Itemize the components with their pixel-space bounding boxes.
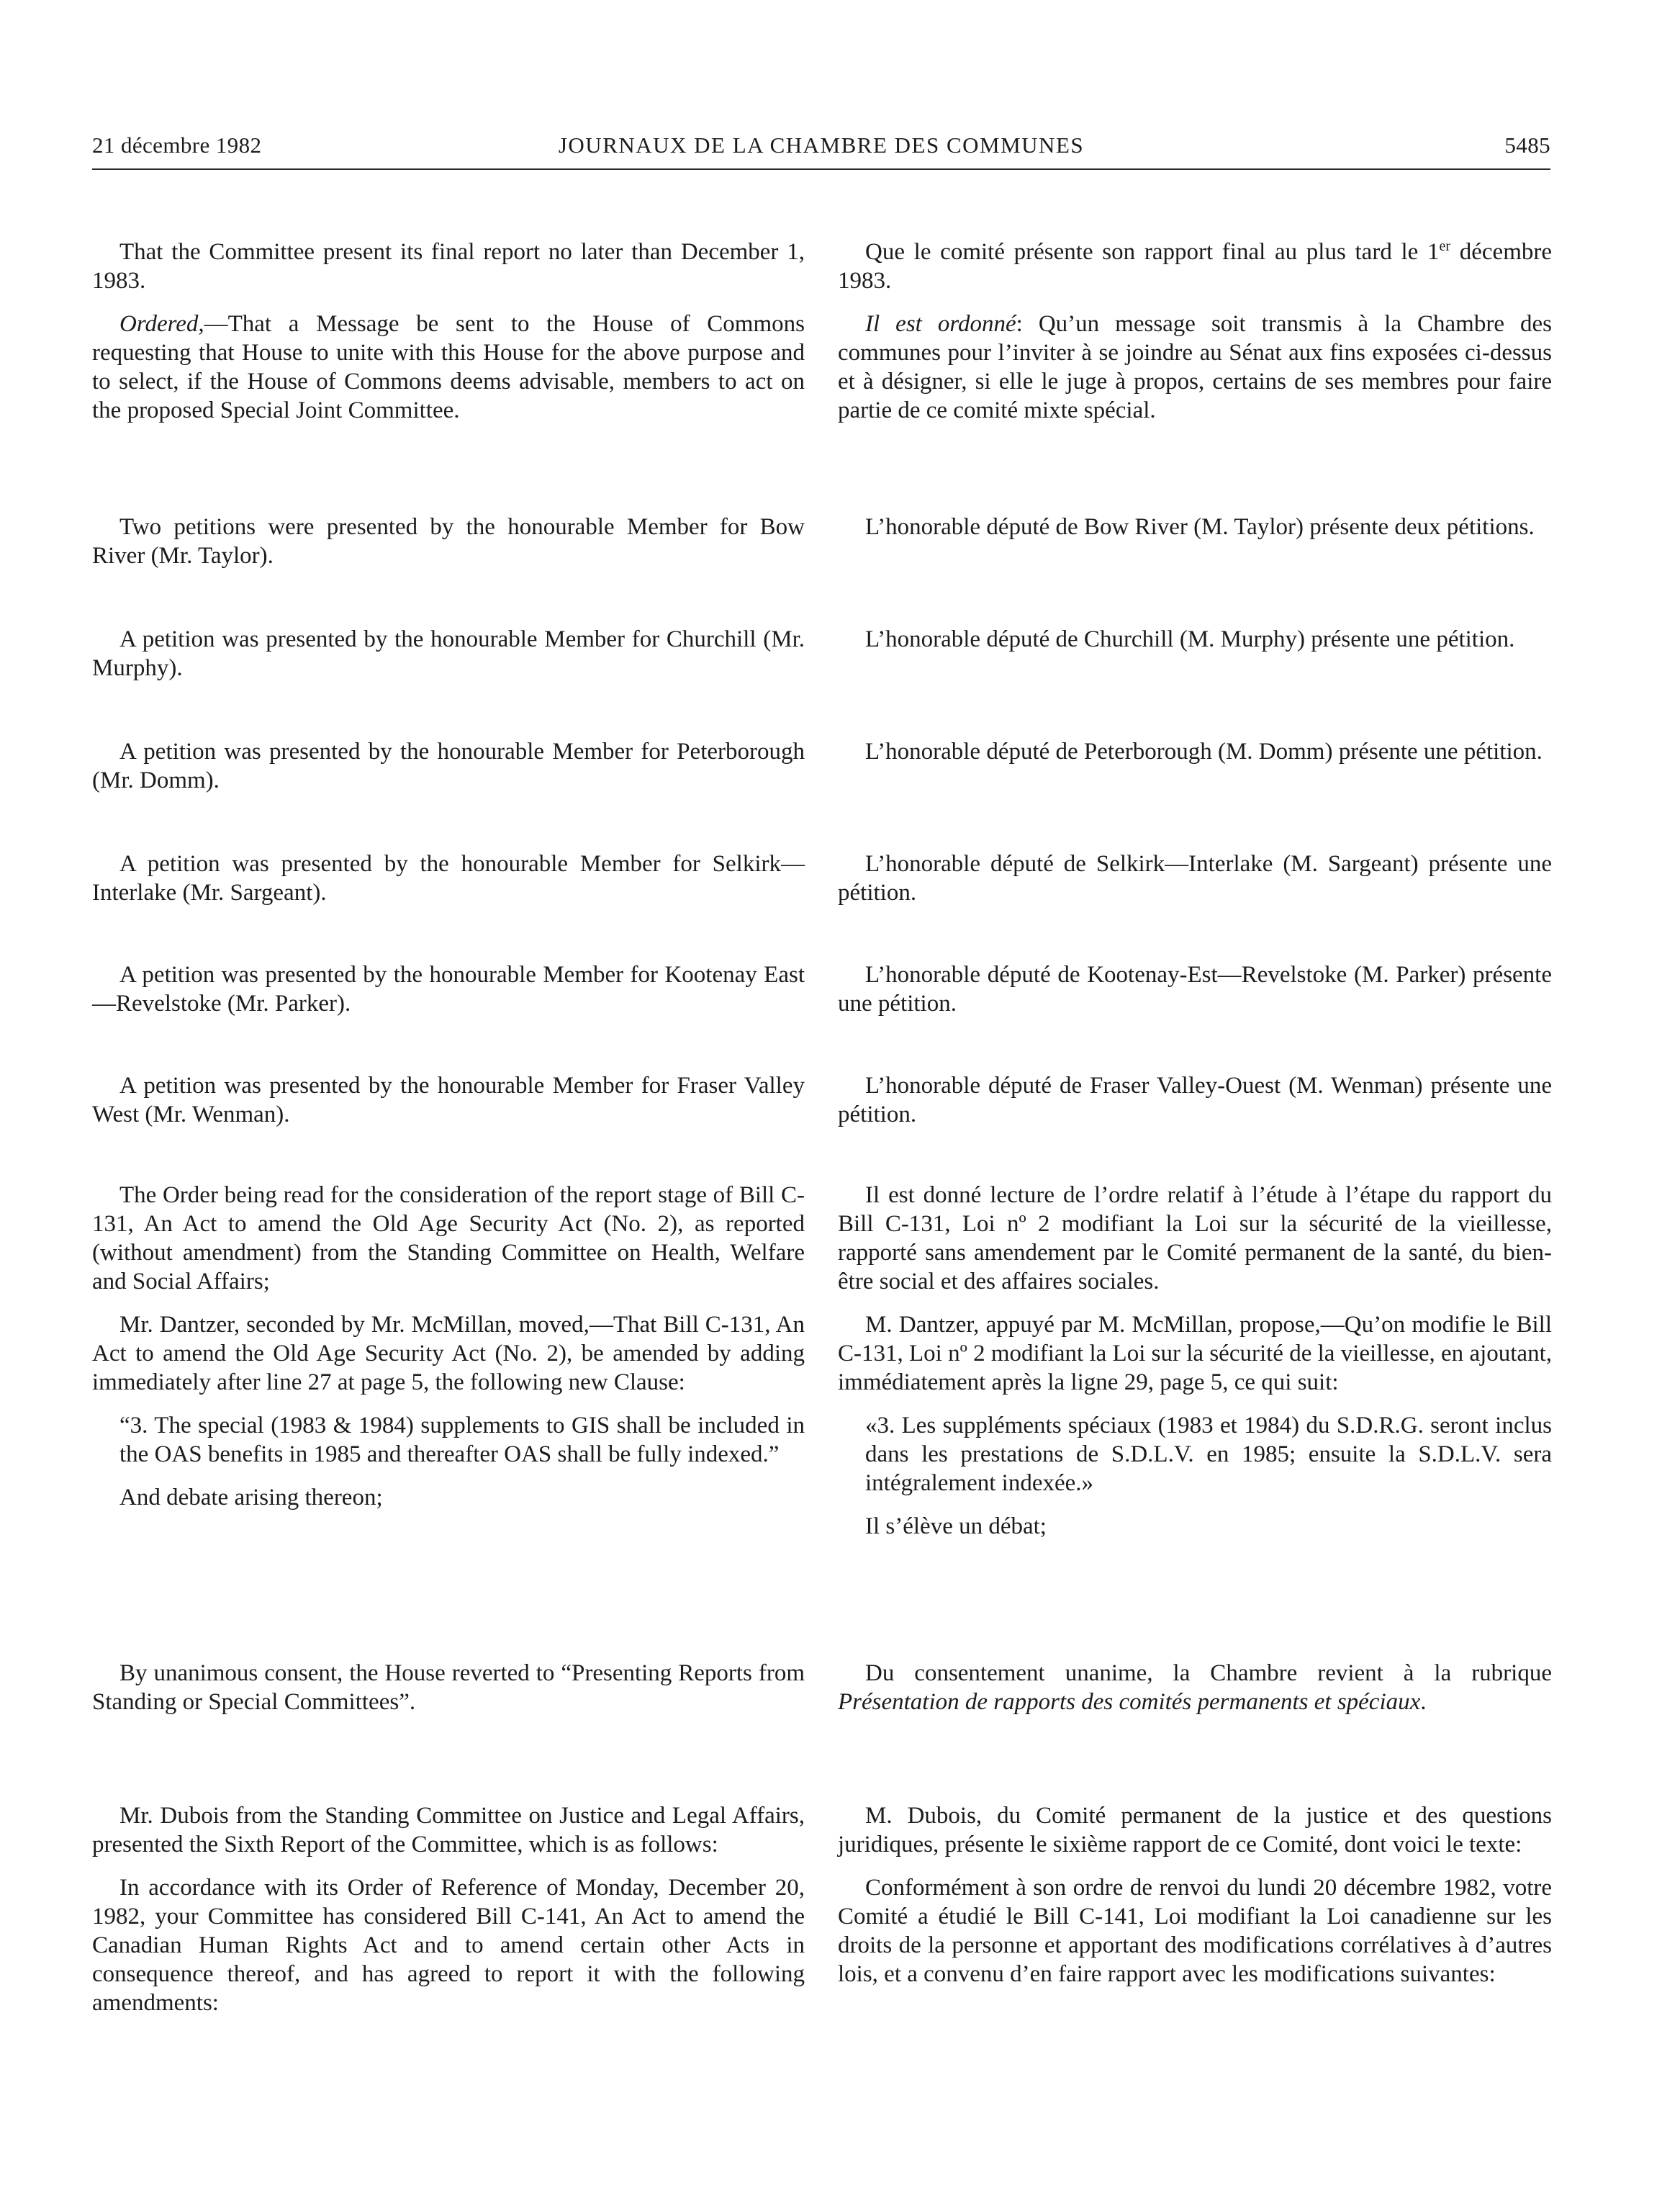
en-petition-sargeant-block <box>92 850 805 907</box>
fr-petition-murphy-block <box>838 625 1552 654</box>
fr-debate-paragraph: Il s’élève un débat; <box>865 1513 1047 1539</box>
en-petition-taylor-block <box>92 513 805 570</box>
fr-petition-wenman-block <box>838 1071 1552 1129</box>
fr-dubois-paragraph: M. Dubois, du Comité permanent de la justice et des questions juridiques, présente le sixième rapport de ce Comité, dont voici le texte: <box>838 1803 1552 1857</box>
en-petition-parker: A petition was presented by the honourable Member for Kootenay East—Revelstoke (Mr. Parker). <box>92 962 805 1017</box>
fr-petition-murphy: L’honorable député de Churchill (M. Murphy) présente une pétition. <box>865 626 1515 652</box>
fr-bill-c131-block <box>838 1181 1552 1541</box>
fr-order-read-paragraph: Il est donné lecture de l’ordre relatif à l’étude à l’étape du rapport du Bill C-131, Loi nº 2 modifiant la Loi sur la sécurité de la vieillesse, rapporté sans amendement par le Comité permanent de la santé, du bien-être social et des affaires sociales. <box>838 1182 1552 1294</box>
fr-ordonne-text: : Qu’un message soit transmis à la Chambre des communes pour l’inviter à se joindre au Sénat aux fins exposées ci-dessus et à désigner, si elle le juge à propos, certains de ses membres pour faire partie de ce comité mixte spécial. <box>838 311 1552 423</box>
fr-unanimous-end: . <box>1420 1689 1427 1715</box>
en-unanimous-consent-block <box>92 1659 805 1716</box>
en-ordered-label: Ordered, <box>119 311 204 337</box>
en-petition-wenman-block <box>92 1071 805 1129</box>
en-petition-taylor: Two petitions were presented by the honourable Member for Bow River (Mr. Taylor). <box>92 514 805 569</box>
fr-petition-wenman: L’honorable député de Fraser Valley-Ouest (M. Wenman) présente une pétition. <box>838 1073 1552 1127</box>
fr-petition-parker: L’honorable député de Kootenay-Est—Revelstoke (M. Parker) présente une pétition. <box>838 962 1552 1017</box>
fr-unanimous-rubric: Présentation de rapports des comités permanents et spéciaux <box>838 1689 1421 1715</box>
page-header <box>92 127 1550 170</box>
en-dubois-paragraph: Mr. Dubois from the Standing Committee on Justice and Legal Affairs, presented the Sixth Report of the Committee, which is as follows: <box>92 1803 805 1857</box>
en-petition-domm-block <box>92 737 805 795</box>
header-date: 21 décembre 1982 <box>92 132 262 158</box>
en-petition-wenman: A petition was presented by the honourable Member for Fraser Valley West (Mr. Wenman). <box>92 1073 805 1127</box>
fr-committee-message-block <box>838 238 1552 425</box>
en-debate-paragraph: And debate arising thereon; <box>119 1485 383 1510</box>
fr-final-report-paragraph <box>838 238 1552 295</box>
en-petition-domm: A petition was presented by the honourable Member for Peterborough (Mr. Domm). <box>92 739 805 793</box>
fr-petition-sargeant-block <box>838 850 1552 907</box>
en-petition-parker-block <box>92 960 805 1018</box>
fr-order-of-reference-paragraph: Conformément à son ordre de renvoi du lundi 20 décembre 1982, votre Comité a étudié le Bill C-141, Loi modifiant la Loi canadienne sur les droits de la personne et apportant des modifications corrélatives à d’autres lois, et a convenu d’en faire rapport avec les modifications suivantes: <box>838 1875 1552 1987</box>
fr-petition-domm: L’honorable député de Peterborough (M. Domm) présente une pétition. <box>865 739 1543 765</box>
fr-petition-taylor-block <box>838 513 1552 541</box>
fr-final-report-text: Que le comité présente son rapport final au plus tard le 1 <box>865 239 1440 265</box>
en-ordered-text: —That a Message be sent to the House of Commons requesting that House to unite with this House for the above purpose and to select, if the House of Commons deems advisable, members to act on the proposed Special Joint Committee. <box>92 311 805 423</box>
fr-petition-domm-block <box>838 737 1552 766</box>
fr-unanimous-consent-block <box>838 1659 1552 1716</box>
fr-unanimous-consent-paragraph <box>838 1659 1552 1716</box>
en-order-of-reference-paragraph: In accordance with its Order of Reference of Monday, December 20, 1982, your Committee has considered Bill C-141, An Act to amend the Canadian Human Rights Act and to amend certain other Acts in consequence thereof, and has agreed to report it with the following amendments: <box>92 1875 805 2016</box>
en-justice-report-block <box>92 1801 805 2017</box>
en-motion-paragraph: Mr. Dantzer, seconded by Mr. McMillan, moved,—That Bill C-131, An Act to amend the Old Age Security Act (No. 2), be amended by adding immediately after line 27 at page 5, the following new Clause: <box>92 1312 805 1395</box>
fr-ordonne-label: Il est ordonné <box>865 311 1016 337</box>
journal-title: JOURNAUX DE LA CHAMBRE DES COMMUNES <box>558 132 1085 158</box>
en-petition-murphy-block <box>92 625 805 683</box>
fr-petition-taylor: L’honorable député de Bow River (M. Taylor) présente deux pétitions. <box>865 514 1535 540</box>
en-new-clause-quote: “3. The special (1983 & 1984) supplements to GIS shall be included in the OAS benefits in 1985 and thereafter OAS shall be fully indexed.” <box>119 1413 805 1467</box>
en-ordered-paragraph <box>92 310 805 425</box>
en-order-read-paragraph: The Order being read for the consideration of the report stage of Bill C-131, An Act to amend the Old Age Security Act (No. 2), as reported (without amendment) from the Standing Committee on Health, Welfare and Social Affairs; <box>92 1182 805 1294</box>
en-petition-murphy: A petition was presented by the honourable Member for Churchill (Mr. Murphy). <box>92 626 805 681</box>
en-bill-c131-block <box>92 1181 805 1512</box>
fr-petition-sargeant: L’honorable député de Selkirk—Interlake (M. Sargeant) présente une pétition. <box>838 851 1552 906</box>
en-final-report-paragraph: That the Committee present its final report no later than December 1, 1983. <box>92 239 805 294</box>
fr-ordonne-paragraph <box>838 310 1552 425</box>
en-committee-message-block <box>92 238 805 425</box>
en-unanimous-consent-paragraph: By unanimous consent, the House reverted to “Presenting Reports from Standing or Special Committees”. <box>92 1660 805 1715</box>
fr-final-report-end: décembre 1983. <box>838 239 1552 294</box>
en-petition-sargeant: A petition was presented by the honourable Member for Selkirk—Interlake (Mr. Sargeant). <box>92 851 805 906</box>
fr-unanimous-text: Du consentement unanime, la Chambre revient à la rubrique <box>865 1660 1552 1686</box>
page-number: 5485 <box>1504 132 1550 158</box>
fr-final-report-superscript: er <box>1439 238 1451 254</box>
fr-motion-paragraph: M. Dantzer, appuyé par M. McMillan, propose,—Qu’on modifie le Bill C-131, Loi nº 2 modifiant la Loi sur la sécurité de la vieillesse, en ajoutant, immédiatement après la ligne 29, page 5, ce qui suit: <box>838 1312 1552 1395</box>
fr-justice-report-block <box>838 1801 1552 1989</box>
fr-petition-parker-block <box>838 960 1552 1018</box>
fr-new-clause-quote: «3. Les suppléments spéciaux (1983 et 1984) du S.D.R.G. seront inclus dans les prestations de S.D.L.V. en 1985; ensuite la S.D.L.V. sera intégralement indexée.» <box>865 1413 1552 1496</box>
